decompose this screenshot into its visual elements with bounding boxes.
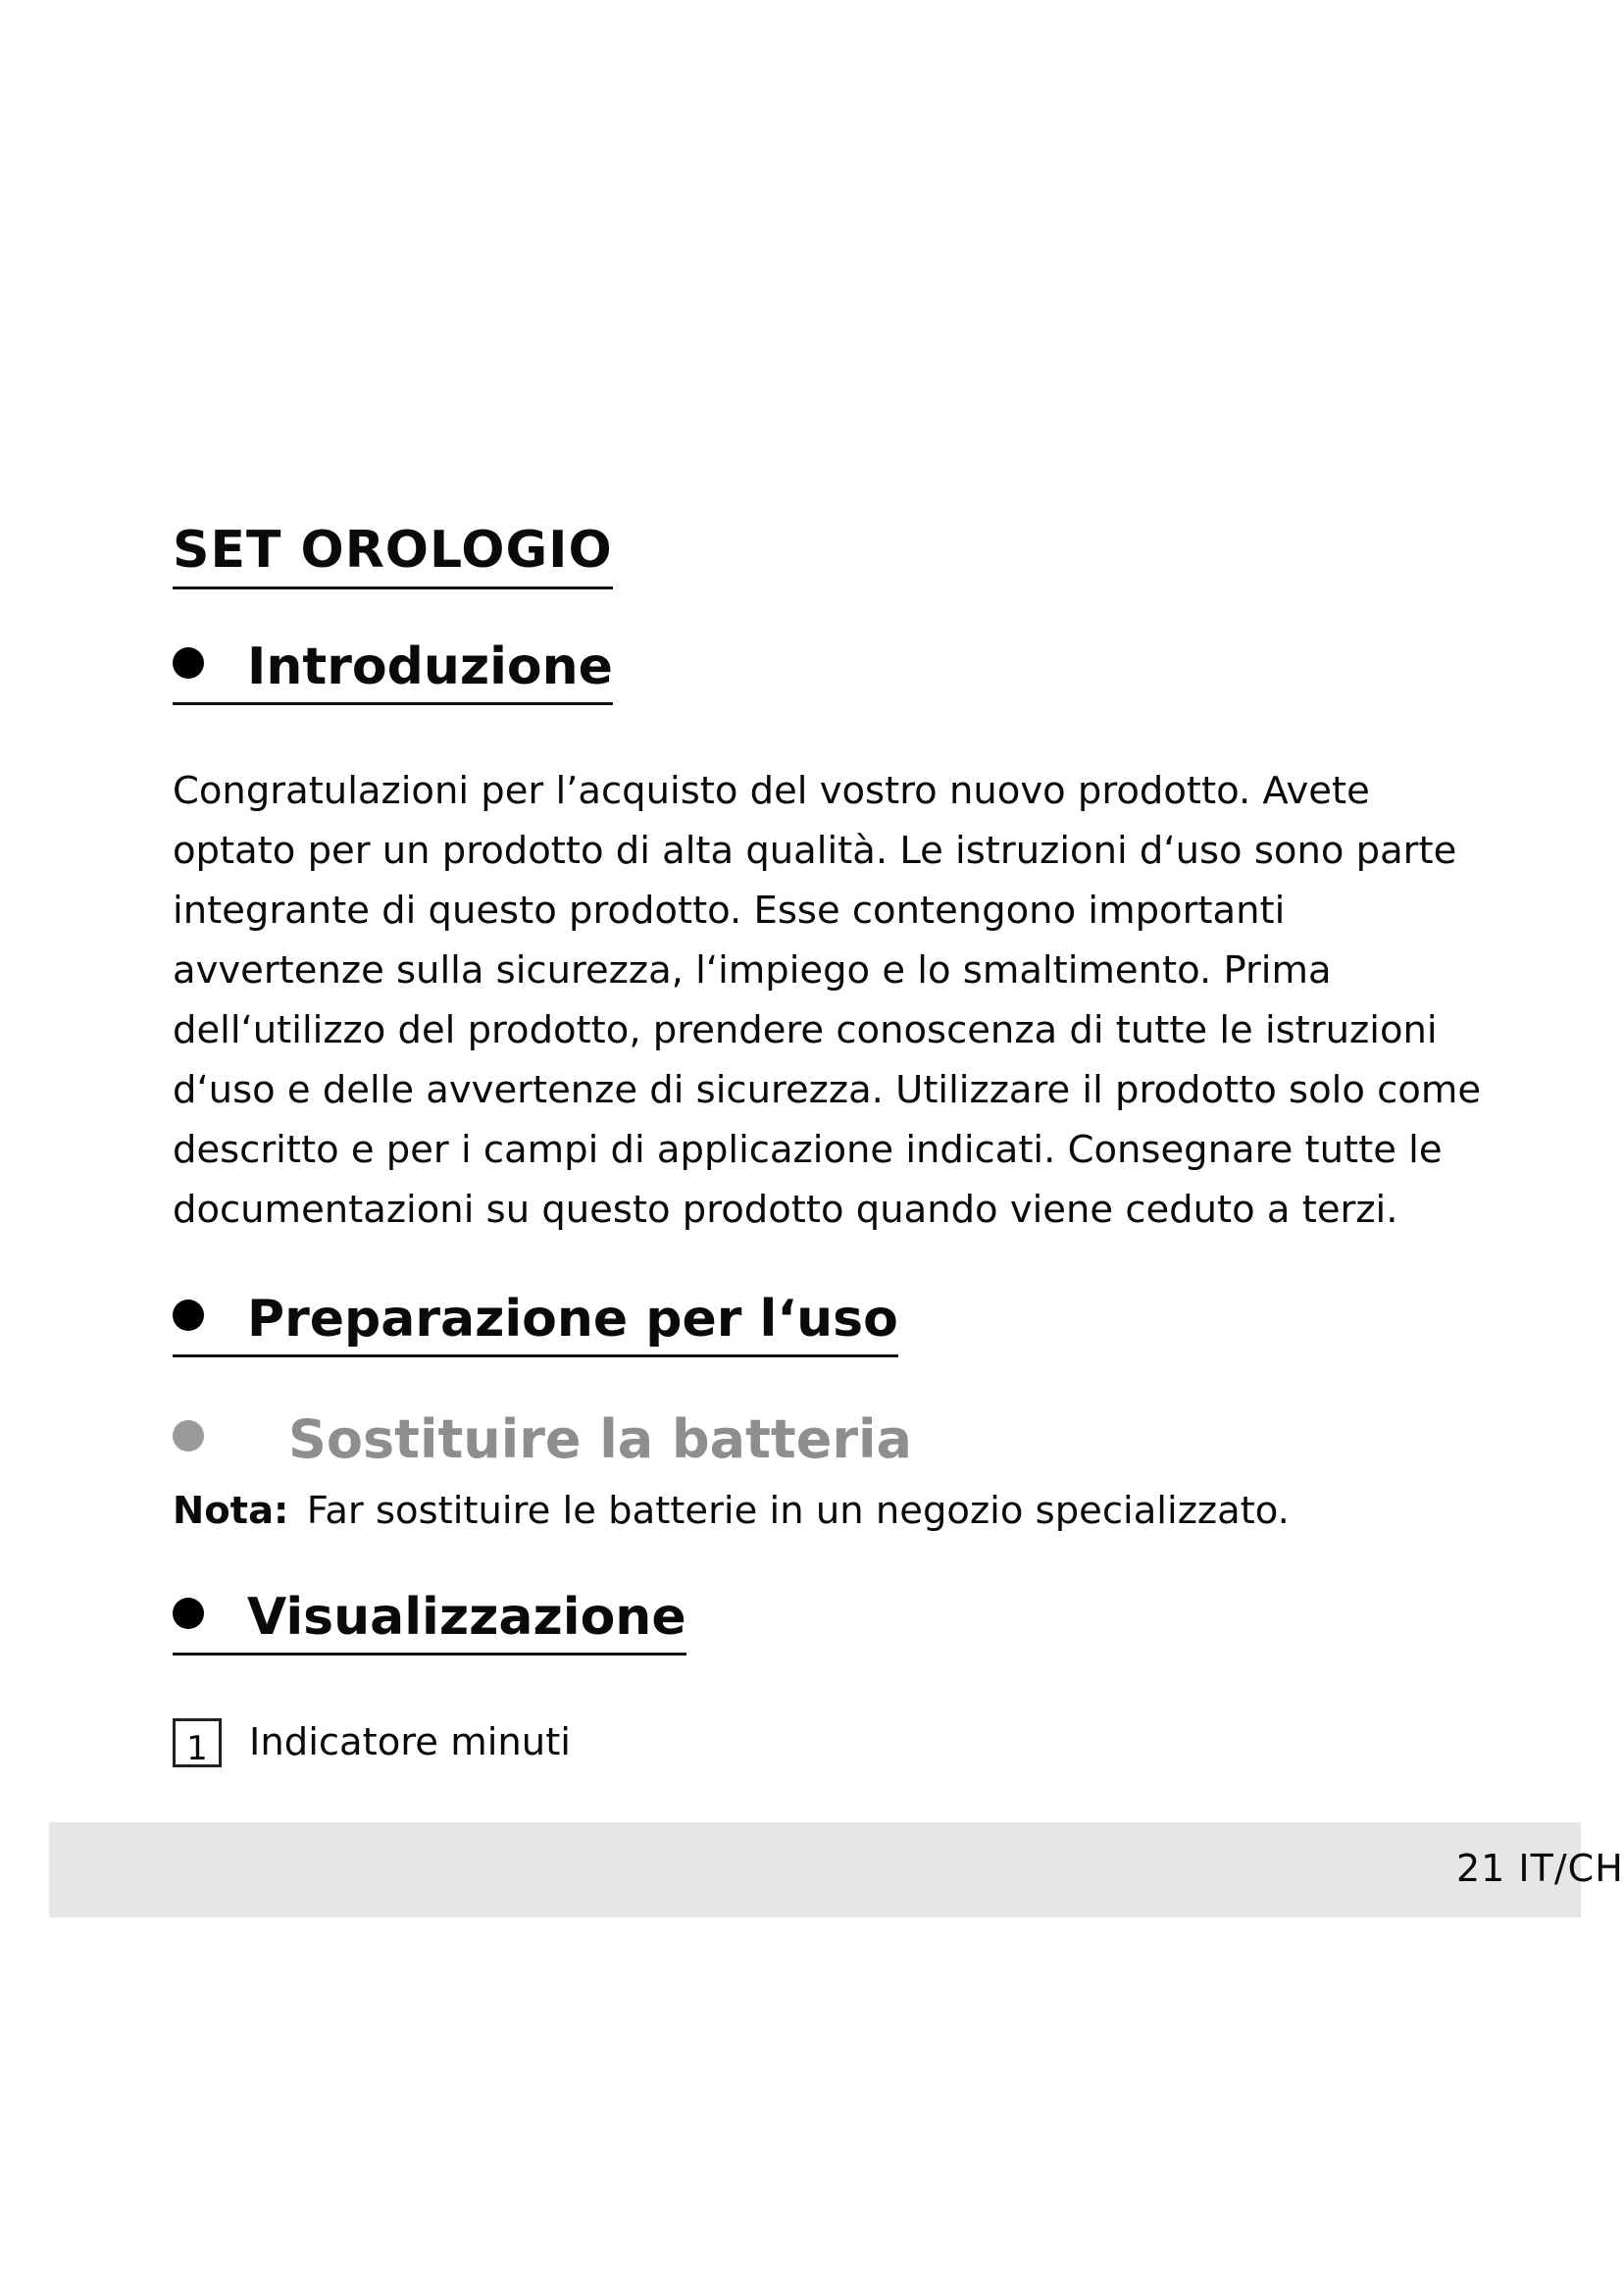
section-heading-label: Visualizzazione	[247, 1588, 686, 1647]
section-heading-label: Introduzione	[247, 637, 613, 696]
section-heading-visualizzazione	[173, 1586, 686, 1656]
bullet-icon	[173, 1420, 204, 1452]
legend-item	[173, 1714, 571, 1771]
note-text: Far sostituire le batterie in un negozio specializzato.	[306, 1489, 1290, 1533]
document-title: SET OROLOGIO	[173, 520, 613, 589]
page-number: 21 IT/CH	[1456, 1847, 1624, 1890]
intro-paragraph: Congratulazioni per l’acquisto del vostro nuovo prodotto. Avete optato per un prodotto di alta qualità. Le istruzioni d‘uso sono parte integrante di questo prodotto. Esse contengono importanti avvertenze sulla sicurezza, l‘impiego e lo smaltimento. Prima dell‘utilizzo del prodotto, prendere conoscenza di tutte le istruzioni d‘uso e delle avvertenze di sicurezza. Utilizzare il prodotto solo come descritto e per i campi di applicazione indicati. Consegnare tutte le documentazioni su questo prodotto quando viene ceduto a terzi.	[173, 769, 1482, 1232]
legend-number-box: 1	[173, 1718, 222, 1767]
footer-band	[49, 1822, 1624, 1917]
subheading-sostituire-batteria	[173, 1408, 912, 1471]
legend-label: Indicatore minuti	[249, 1720, 572, 1764]
bullet-icon	[173, 647, 204, 679]
section-heading-introduzione	[173, 636, 613, 705]
bullet-icon	[173, 1598, 204, 1629]
section-heading-preparazione	[173, 1288, 898, 1357]
note-label: Nota:	[173, 1489, 289, 1533]
bullet-icon	[173, 1300, 204, 1331]
note-paragraph	[173, 1483, 1290, 1540]
section-heading-label: Preparazione per l‘uso	[247, 1290, 898, 1349]
subheading-label: Sostituire la batteria	[288, 1408, 912, 1470]
